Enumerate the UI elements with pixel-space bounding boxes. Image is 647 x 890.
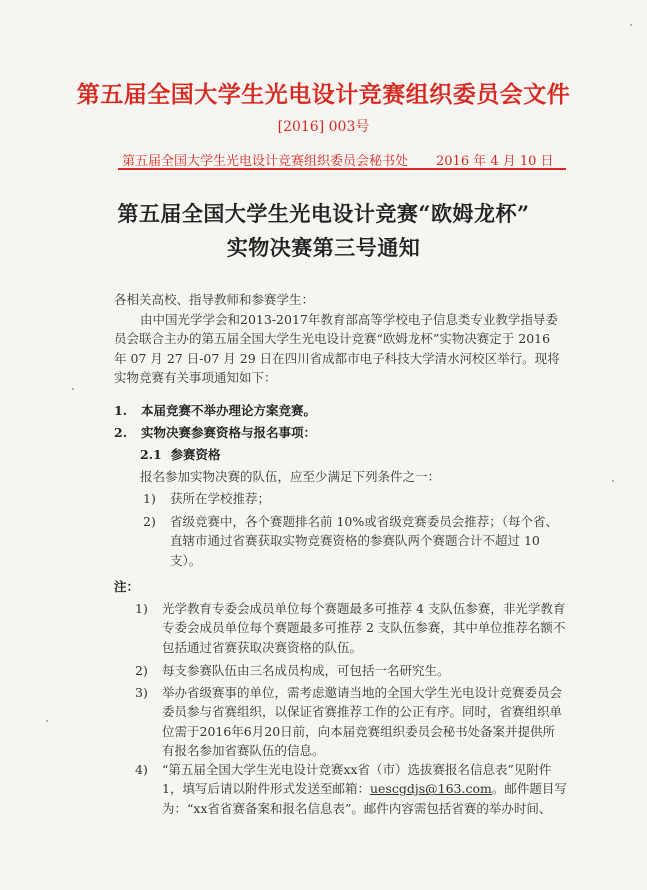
note-4 <box>135 760 567 818</box>
item-1-number: 1. <box>114 403 128 418</box>
note-4-text <box>162 760 567 818</box>
item-1 <box>114 401 316 420</box>
scan-speck <box>46 720 48 722</box>
note-2 <box>135 661 567 680</box>
section-2-1-number: 2.1 <box>140 447 162 462</box>
notes-label: 注： <box>114 579 140 594</box>
condition-2-number: 2) <box>143 514 156 529</box>
condition-2 <box>143 512 568 570</box>
condition-intro: 报名参加实物决赛的队伍，应至少满足下列条件之一： <box>140 469 441 484</box>
email-link[interactable]: uescgdjs@163.com <box>369 781 492 797</box>
item-2 <box>114 423 316 442</box>
condition-1 <box>143 489 270 508</box>
main-title-line2: 实物决赛第三号通知 <box>226 235 421 260</box>
note-2-text: 每支参赛队伍由三名成员构成，可包括一名研究生。 <box>162 663 450 678</box>
issuer: 第五届全国大学生光电设计竞赛组织委员会秘书处 <box>122 154 409 169</box>
note-3 <box>135 683 567 761</box>
scan-speck <box>612 480 614 482</box>
condition-1-text: 获所在学校推荐； <box>170 491 271 506</box>
condition-1-number: 1) <box>143 491 156 506</box>
note-3-number: 3) <box>135 685 148 700</box>
header-divider <box>118 168 566 170</box>
intro-paragraph: 由中国光学学会和2013-2017年教育部高等学校电子信息类专业教学指导委员会联合主办的第五届全国大学生光电设计竞赛“欧姆龙杯”实物决赛定于 2016 年 07 月 27 日-07 月 29 日在四川省成都市电子科技大学清水河校区举行。现将实物竞赛有关事项通知如下： <box>114 312 560 386</box>
greeting: 各相关高校、指导教师和参赛学生： <box>114 292 315 307</box>
section-2-1-heading <box>140 445 220 464</box>
document-number: [2016] 003号 <box>277 119 370 135</box>
note-1-number: 1) <box>135 601 148 616</box>
scan-speck <box>72 388 74 390</box>
item-2-text: 实物决赛参赛资格与报名事项： <box>141 425 317 440</box>
issue-date: 2016 年 4 月 10 日 <box>436 154 554 169</box>
condition-2-text: 省级竞赛中，各个赛题排名前 10%或省级竞赛委员会推荐；（每个省、直辖市通过省赛获取实物竞赛资格的参赛队两个赛题合计不超过 10 支）。 <box>170 514 559 568</box>
scan-speck <box>630 24 632 26</box>
note-3-text: 举办省级赛事的单位，需考虑邀请当地的全国大学生光电设计竞赛委员会委员参与省赛组织，以保证省赛推荐工作的公正有序。同时，省赛组织单位需于2016年6月20日前，向本届竞赛组织委员会秘书处备案并提供所有报名参加省赛队伍的信息。 <box>162 685 563 759</box>
note-1-text: 光学教育专委会成员单位每个赛题最多可推荐 4 支队伍参赛，非光学教育专委会成员单位每个赛题最多可推荐 2 支队伍参赛，其中单位推荐名额不包括通过省赛获取决赛资格的队伍。 <box>162 601 566 655</box>
section-2-1-title: 参赛资格 <box>170 447 221 462</box>
note-4-text-part2: 。邮件题目写为：“xx省省赛备案和报名信息表”。邮件内容需包括省赛的举办时间、 <box>162 781 567 816</box>
main-title-line1: 第五届全国大学生光电设计竞赛“欧姆龙杯” <box>117 201 530 226</box>
header-title: 第五届全国大学生光电设计竞赛组织委员会文件 <box>76 81 571 108</box>
note-1 <box>135 599 567 657</box>
item-1-text: 本届竞赛不举办理论方案竞赛。 <box>141 403 317 418</box>
item-2-number: 2. <box>114 425 128 440</box>
note-2-number: 2) <box>135 663 148 678</box>
note-4-text-part1: “第五届全国大学生光电设计竞赛xx省（市）选拔赛报名信息表”见附件 1，填写后请以附件形式发送至邮箱： <box>162 762 552 797</box>
note-4-number: 4) <box>135 762 148 777</box>
issuer-line <box>122 150 567 169</box>
